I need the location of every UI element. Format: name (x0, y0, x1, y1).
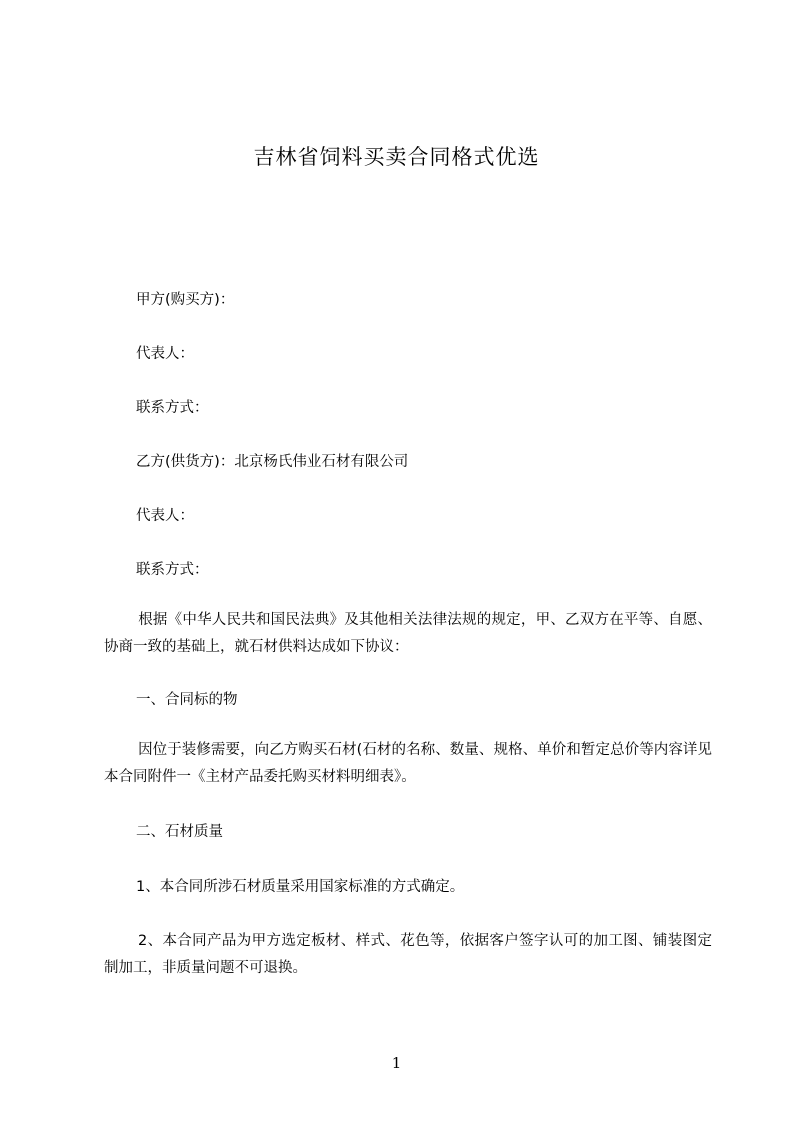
party-b-representative: 代表人： (136, 508, 194, 524)
section-2-item-2-paragraph (104, 928, 712, 982)
preamble-paragraph (104, 607, 712, 661)
section-2-heading: 二、石材质量 (136, 824, 223, 840)
preamble-text: 根据《中华人民共和国民法典》及其他相关法律法规的规定，甲、乙双方在平等、自愿、协商一致的基础上，就石材供料达成如下协议： (104, 612, 712, 655)
document-title: 吉林省饲料买卖合同格式优选 (253, 145, 540, 169)
section-1-paragraph (104, 737, 712, 791)
party-b-contact: 联系方式： (136, 562, 209, 578)
party-a-contact: 联系方式： (136, 400, 209, 416)
section-1-heading: 一、合同标的物 (136, 692, 238, 708)
party-b-label: 乙方(供货方)：北京杨氏伟业石材有限公司 (136, 454, 409, 470)
party-a-representative: 代表人： (136, 346, 194, 362)
section-1-text: 因位于装修需要，向乙方购买石材(石材的名称、数量、规格、单价和暂定总价等内容详见本合同附件一《主材产品委托购买材料明细表》。 (104, 742, 712, 785)
section-2-item-1: 1、本合同所涉石材质量采用国家标准的方式确定。 (136, 879, 465, 895)
page-number: 1 (391, 1054, 402, 1072)
party-a-label: 甲方(购买方)： (136, 292, 235, 308)
section-2-item-2-text: 2、本合同产品为甲方选定板材、样式、花色等，依据客户签字认可的加工图、铺装图定制加工，非质量问题不可退换。 (104, 933, 712, 976)
